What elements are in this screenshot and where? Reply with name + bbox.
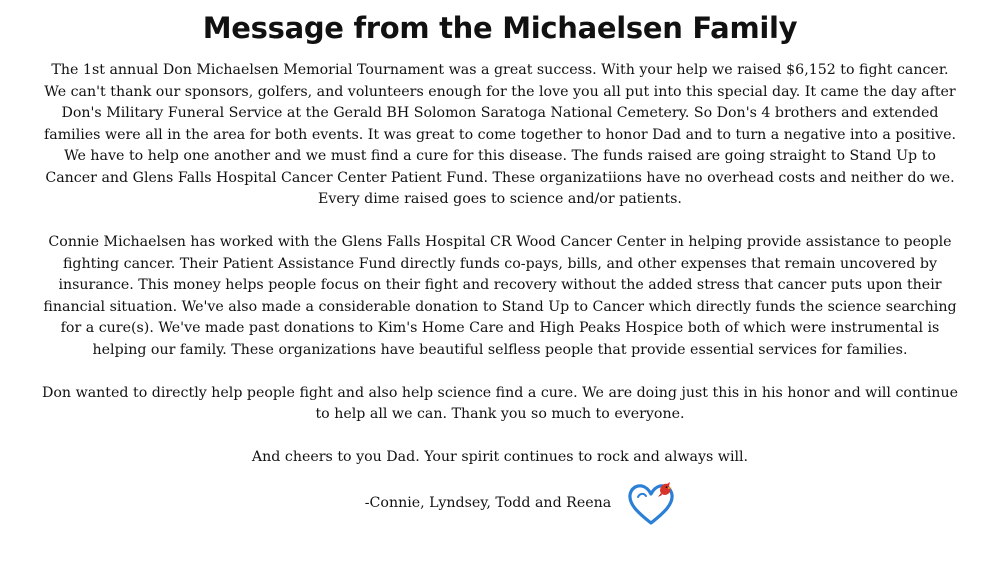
paragraph-tournament: The 1st annual Don Michaelsen Memorial Tournament was a great success. With your help we raised $6,152 to fight cancer. We can't thank our sponsors, golfers, and volunteers enough for the love you all put into this special day. It came the day after Don's Military Funeral Service at the Gerald BH Solomon Saratoga National Cemetery. So Don's 4 brothers and extended families were all in the area for both events. It was great to come together to honor Dad and to turn a negative into a positive. We have to help one another and we must find a cure for this disease. The funds raised are going straight to Stand Up to Cancer and Glens Falls Hospital Cancer Center Patient Fund. These organizatiions have no overhead costs and neither do we. Every dime raised goes to science and/or patients. [44,62,956,207]
paragraph-cheers: And cheers to you Dad. Your spirit continues to rock and always will. [251,449,749,465]
paragraph-donations: Connie Michaelsen has worked with the Glens Falls Hospital CR Wood Cancer Center in helping provide assistance to people fighting cancer. Their Patient Assistance Fund directly funds co-pays, bills, and other expenses that remain uncovered by insurance. This money helps people focus on their fight and recovery without the added stress that cancer puts upon their financial situation. We've also made a considerable donation to Stand Up to Cancer which directly funds the science searching for a cure(s). We've made past donations to Kim's Home Care and High Peaks Hospice both of which were instrumental is helping our family. These organizations have beautiful selfless people that provide essential services for families. [43,234,957,358]
heart-with-cardinal-icon [627,481,675,527]
signoff-text: -Connie, Lyndsey, Todd and Reena [364,494,612,511]
page-title: Message from the Michaelsen Family [202,11,798,45]
signoff-row [80,481,960,527]
message-body [40,60,960,527]
heart-inner-swoosh [638,493,646,496]
paragraph-don-wish: Don wanted to directly help people fight and also help science find a cure. We are doing just this in his honor and will continue to help all we can. Thank you so much to everyone. [42,384,958,422]
cardinal-bird [658,482,672,497]
